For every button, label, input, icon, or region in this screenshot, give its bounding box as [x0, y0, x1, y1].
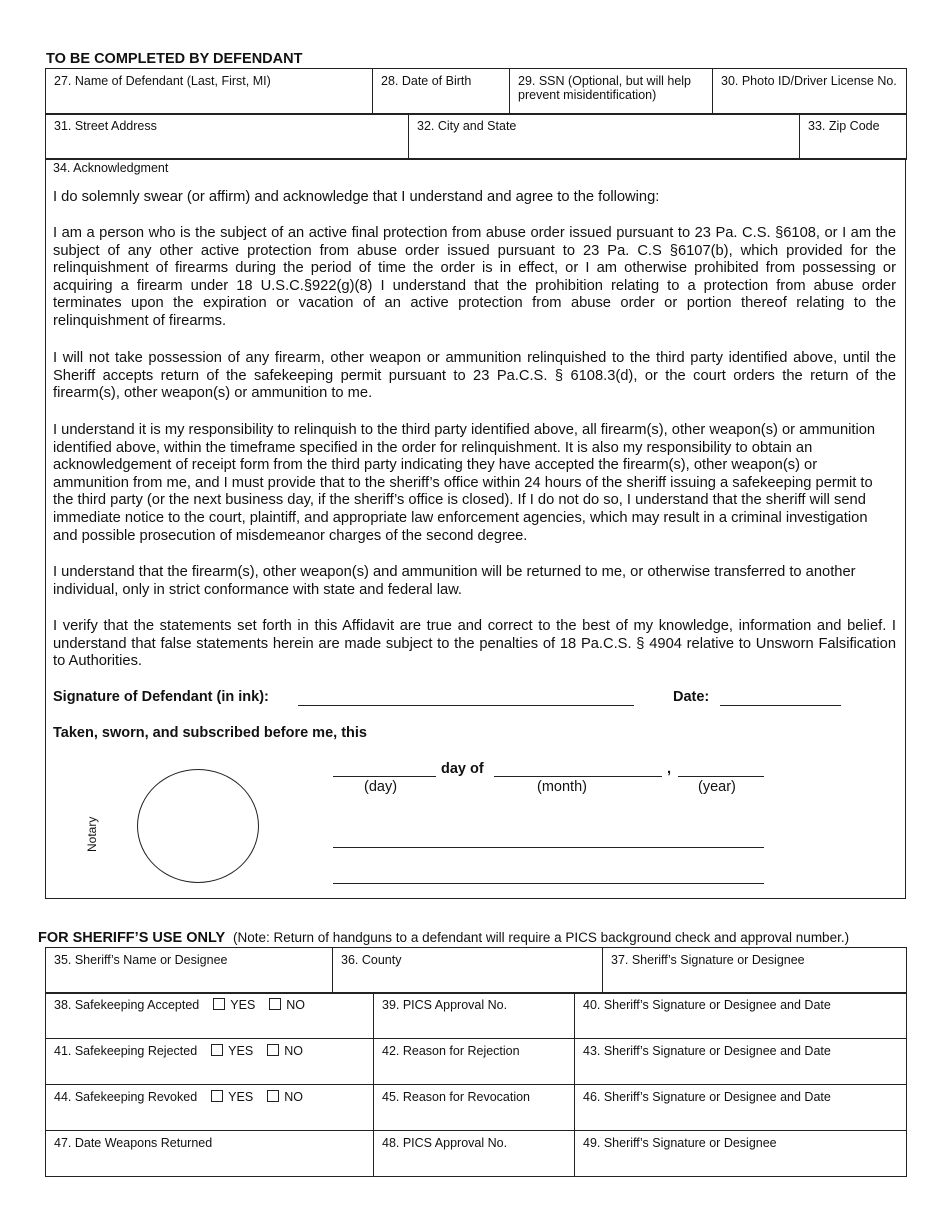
field-zip-code[interactable]: 33. Zip Code	[800, 114, 907, 160]
field-reason-revocation[interactable]: 45. Reason for Revocation	[374, 1085, 575, 1131]
field-sheriff-signature-40[interactable]: 40. Sheriff’s Signature or Designee and Date	[575, 993, 907, 1039]
month-line[interactable]	[494, 776, 662, 777]
day-caption: (day)	[364, 779, 398, 795]
defendant-heading: TO BE COMPLETED BY DEFENDANT	[46, 51, 303, 67]
field-sheriff-signature-49[interactable]: 49. Sheriff’s Signature or Designee	[575, 1131, 907, 1177]
field-sheriff-signature-46[interactable]: 46. Sheriff’s Signature or Designee and Date	[575, 1085, 907, 1131]
notary-signature-line-1[interactable]	[333, 847, 764, 848]
field-sheriff-name[interactable]: 35. Sheriff’s Name or Designee	[46, 948, 333, 994]
defendant-info-row2	[45, 113, 907, 160]
comma-label: ,	[667, 761, 672, 777]
sheriff-heading-note: (Note: Return of handguns to a defendant will require a PICS background check and approval number.)	[232, 930, 850, 945]
sheriff-rows-safekeeping	[45, 992, 907, 1177]
field-defendant-name[interactable]: 27. Name of Defendant (Last, First, MI)	[46, 69, 373, 115]
defendant-info-row1	[45, 68, 907, 115]
field-date-weapons-returned[interactable]: 47. Date Weapons Returned	[46, 1131, 374, 1177]
notary-label: Notary	[85, 816, 99, 852]
ack-paragraph-1: I am a person who is the subject of an active final protection from abuse order issued pursuant to 23 Pa. C.S. §6108, or I am the subject of any other active protection from abuse order issued pursuant to 23 Pa. C.S §6107(b), which provided for the relinquishment of firearms during the period of time the order is in effect, or I am otherwise prohibited from possessing or acquiring a firearm under 18 U.S.C.§922(g)(8) I understand that the prohibition relating to a protection from abuse order terminates upon the expiration or vacation of an active protection from abuse order or portion thereof relating to the relinquishment of firearms.	[53, 225, 896, 329]
safekeeping-accepted-cell	[46, 993, 374, 1039]
rejected-yes-label: YES	[228, 1044, 254, 1058]
field-county[interactable]: 36. County	[333, 948, 603, 994]
safekeeping-revoked-label: 44. Safekeeping Revoked	[54, 1090, 198, 1104]
ack-paragraph-3: I understand it is my responsibility to relinquish to the third party identified above, all firearm(s), other weapon(s) or ammunition identified above, within the timeframe specified in the order for relinquishment. It is also my responsibility to obtain an acknowledgement of receipt form from the third party indicating they have accepted the firearm(s), other weapon(s) or ammunition from me, and I must provide that to the sheriff’s office within 24 hours of the sheriff issuing a safekeeping permit to the third party (or the next business day, if the sheriff’s office is closed). If I do not do so, I understand that the sheriff will send immediate notice to the court, plaintiff, and appropriate law enforcement agencies, which may result in a criminal investigation and possible prosecution of misdemeanor charges of the second degree.	[53, 422, 876, 544]
notary-seal-circle	[137, 769, 259, 883]
revoked-yes-label: YES	[228, 1090, 254, 1104]
weapons-returned-row	[46, 1131, 907, 1177]
acknowledgment-label: 34. Acknowledgment	[53, 161, 169, 175]
ack-paragraph-5: I verify that the statements set forth in this Affidavit are true and correct to the best of my knowledge, information and belief. I understand that false statements herein are made subject to the penalties of 18 Pa.C.S. § 4904 relative to Unsworn Falsification to Authorities.	[53, 618, 896, 670]
rejected-no-checkbox[interactable]	[267, 1044, 279, 1056]
revoked-no-checkbox[interactable]	[267, 1090, 279, 1102]
safekeeping-rejected-label: 41. Safekeeping Rejected	[54, 1044, 198, 1058]
field-ssn[interactable]: 29. SSN (Optional, but will help prevent misidentification)	[510, 69, 713, 115]
rejected-yes-checkbox[interactable]	[211, 1044, 223, 1056]
safekeeping-revoked-cell	[46, 1085, 374, 1131]
accepted-yes-checkbox[interactable]	[213, 998, 225, 1010]
field-street-address[interactable]: 31. Street Address	[46, 114, 409, 160]
safekeeping-accepted-row	[46, 993, 907, 1039]
date-label: Date:	[673, 689, 710, 705]
ack-paragraph-intro: I do solemnly swear (or affirm) and acknowledge that I understand and agree to the following:	[53, 189, 660, 205]
ack-paragraph-2: I will not take possession of any firearm, other weapon or ammunition relinquished to the third party identified above, until the Sheriff accepts return of the safekeeping permit pursuant to 23 Pa.C.S. § 6108.3(d), or the court orders the return of the firearm(s), other weapon(s) or ammunition to me.	[53, 350, 896, 402]
accepted-yes-label: YES	[230, 998, 256, 1012]
sworn-label: Taken, sworn, and subscribed before me, this	[53, 725, 367, 741]
field-pics-approval-39[interactable]: 39. PICS Approval No.	[374, 993, 575, 1039]
field-date-of-birth[interactable]: 28. Date of Birth	[373, 69, 510, 115]
field-reason-rejection[interactable]: 42. Reason for Rejection	[374, 1039, 575, 1085]
safekeeping-revoked-row	[46, 1085, 907, 1131]
year-caption: (year)	[698, 779, 736, 795]
field-sheriff-signature[interactable]: 37. Sheriff’s Signature or Designee	[603, 948, 907, 994]
day-line[interactable]	[333, 776, 436, 777]
field-city-state[interactable]: 32. City and State	[409, 114, 800, 160]
sheriff-row-1	[45, 947, 907, 994]
safekeeping-rejected-cell	[46, 1039, 374, 1085]
field-sheriff-signature-43[interactable]: 43. Sheriff’s Signature or Designee and Date	[575, 1039, 907, 1085]
revoked-no-label: NO	[284, 1090, 303, 1104]
signature-line[interactable]	[298, 705, 634, 706]
month-caption: (month)	[537, 779, 587, 795]
field-pics-approval-48[interactable]: 48. PICS Approval No.	[374, 1131, 575, 1177]
accepted-no-label: NO	[286, 998, 306, 1012]
safekeeping-rejected-row	[46, 1039, 907, 1085]
notary-signature-line-2[interactable]	[333, 883, 764, 884]
year-line[interactable]	[678, 776, 764, 777]
rejected-no-label: NO	[284, 1044, 303, 1058]
ack-paragraph-4: I understand that the firearm(s), other weapon(s) and ammunition will be returned to me, or otherwise transferred to another individual, only in strict conformance with state and federal law.	[53, 564, 856, 598]
sheriff-heading-title: FOR SHERIFF’S USE ONLY	[38, 930, 226, 946]
accepted-no-checkbox[interactable]	[269, 998, 281, 1010]
day-of-label: day of	[441, 761, 484, 777]
safekeeping-accepted-label: 38. Safekeeping Accepted	[54, 998, 200, 1012]
signature-label: Signature of Defendant (in ink):	[53, 689, 269, 705]
revoked-yes-checkbox[interactable]	[211, 1090, 223, 1102]
sheriff-heading	[38, 930, 849, 946]
field-photo-id[interactable]: 30. Photo ID/Driver License No.	[713, 69, 907, 115]
date-line[interactable]	[720, 705, 841, 706]
